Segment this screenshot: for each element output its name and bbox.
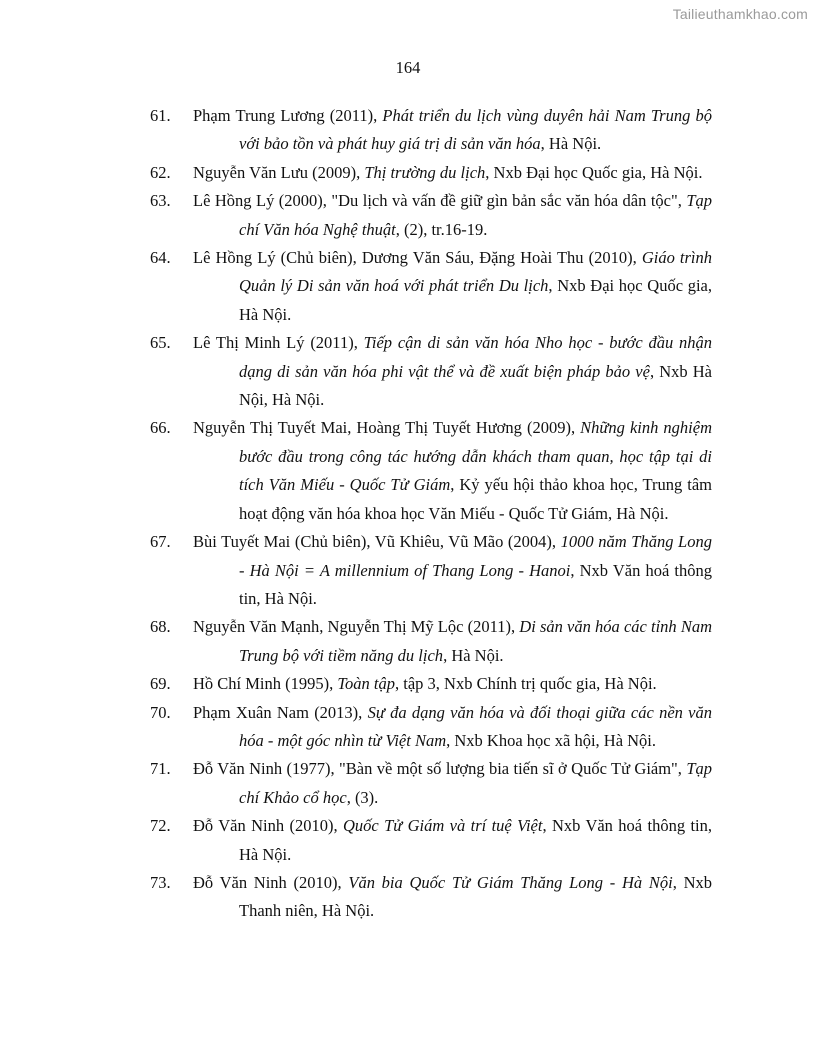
reference-list [150,102,712,926]
reference-author: Bùi Tuyết Mai (Chủ biên), Vũ Khiêu, Vũ Mão (2004), [193,532,561,552]
reference-text [193,528,712,613]
reference-text [193,159,712,187]
reference-number: 64. [150,248,171,268]
reference-item [150,187,712,244]
reference-publication: , Nxb Hà Nội, Hà Nội. [239,361,712,410]
reference-publication: , Hà Nội. [540,134,602,154]
reference-publication: , tập 3, Nxb Chính trị quốc gia, Hà Nội. [395,674,657,694]
reference-title: Phát triển du lịch vùng duyên hải Nam Trung bộ với bảo tồn và phát huy giá trị di sản văn hóa [239,106,712,154]
reference-author: Nguyễn Văn Mạnh, Nguyễn Thị Mỹ Lộc (2011), [193,617,520,637]
reference-text [193,329,712,414]
reference-publication: , (3). [346,787,379,807]
reference-author: Lê Hồng Lý (Chủ biên), Dương Văn Sáu, Đặng Hoài Thu (2010), [193,248,642,268]
reference-text [193,812,712,869]
reference-author: Lê Hồng Lý (2000), "Du lịch và vấn đề giữ gìn bản sắc văn hóa dân tộc", [193,191,687,211]
reference-number: 73. [150,872,171,892]
reference-publication: , Nxb Đại học Quốc gia, Hà Nội. [485,162,703,182]
reference-item [150,329,712,414]
reference-text [193,613,712,670]
reference-number: 66. [150,418,171,438]
reference-text [193,414,712,528]
reference-number: 63. [150,191,171,211]
reference-author: Đỗ Văn Ninh (1977), "Bàn về một số lượng bia tiến sĩ ở Quốc Tử Giám", [193,759,687,779]
reference-text [193,244,712,329]
reference-author: Phạm Xuân Nam (2013), [193,702,368,722]
reference-item [150,159,712,187]
reference-author: Phạm Trung Lương (2011), [193,106,383,125]
reference-text [193,869,712,926]
reference-item [150,102,712,159]
reference-number: 68. [150,617,171,637]
reference-author: Nguyễn Thị Tuyết Mai, Hoàng Thị Tuyết Hương (2009), [193,418,581,438]
reference-number: 71. [150,759,171,779]
reference-author: Lê Thị Minh Lý (2011), [193,333,364,353]
reference-title: 1000 năm Thăng Long - Hà Nội = A millennium of Thang Long - Hanoi [239,532,712,580]
reference-item [150,755,712,812]
reference-text [193,670,712,698]
reference-publication: , Nxb Đại học Quốc gia, Hà Nội. [239,276,712,324]
reference-publication: , Nxb Văn hoá thông tin, Hà Nội. [239,560,713,608]
reference-title: Tạp chí Văn hóa Nghệ thuật [239,191,712,239]
reference-publication: , Kỷ yếu hội thảo khoa học, Trung tâm hoạt động văn hóa khoa học Văn Miếu - Quốc Tử Giám, Hà Nội. [239,475,712,523]
reference-publication: , Nxb Khoa học xã hội, Hà Nội. [446,730,657,750]
reference-publication: , Nxb Văn hoá thông tin, Hà Nội. [239,816,712,864]
reference-title: Toàn tập [337,674,395,694]
watermark-text: Tailieuthamkhao.com [672,6,808,22]
reference-title: Tạp chí Khảo cổ học [239,759,712,807]
reference-number: 72. [150,816,171,836]
reference-item [150,244,712,329]
reference-number: 61. [150,106,171,125]
reference-author: Hồ Chí Minh (1995), [193,674,338,694]
reference-item [150,699,712,756]
reference-number: 65. [150,333,171,353]
reference-title: Những kinh nghiệm bước đầu trong công tác hướng dẫn khách tham quan, học tập tại di tích Văn Miếu - Quốc Tử Giám [239,418,712,495]
reference-number: 62. [150,162,171,182]
reference-text [193,699,712,756]
reference-item [150,414,712,528]
reference-title: Quốc Tử Giám và trí tuệ Việt [342,816,543,836]
reference-title: Sự đa dạng văn hóa và đối thoại giữa các nền văn hóa - một góc nhìn từ Việt Nam [239,702,713,750]
reference-text [193,755,712,812]
page-number: 164 [395,58,421,77]
reference-publication: , Nxb Thanh niên, Hà Nội. [239,872,712,921]
reference-title: Tiếp cận di sản văn hóa Nho học - bước đầu nhận dạng di sản văn hóa phi vật thể và đề xuất biện pháp bảo vệ [239,333,712,381]
reference-item [150,670,712,698]
reference-number: 67. [150,532,171,552]
reference-text [193,102,712,159]
reference-publication: , Hà Nội. [443,645,504,665]
reference-item [150,613,712,670]
reference-title: Thị trường du lịch [364,162,486,182]
reference-author: Nguyễn Văn Lưu (2009), [193,162,365,182]
reference-publication: , (2), tr.16-19. [395,219,488,239]
reference-number: 70. [150,702,171,722]
reference-item [150,812,712,869]
reference-item [150,528,712,613]
reference-title: Giáo trình Quản lý Di sản văn hoá với phát triển Du lịch [239,248,712,296]
reference-author: Đỗ Văn Ninh (2010), [193,872,349,892]
reference-text [193,187,712,244]
reference-item [150,869,712,926]
reference-title: Văn bia Quốc Tử Giám Thăng Long - Hà Nội [348,872,673,892]
reference-title: Di sản văn hóa các tỉnh Nam Trung bộ với tiềm năng du lịch [239,617,713,665]
reference-number: 69. [150,674,171,694]
reference-author: Đỗ Văn Ninh (2010), [193,816,343,836]
